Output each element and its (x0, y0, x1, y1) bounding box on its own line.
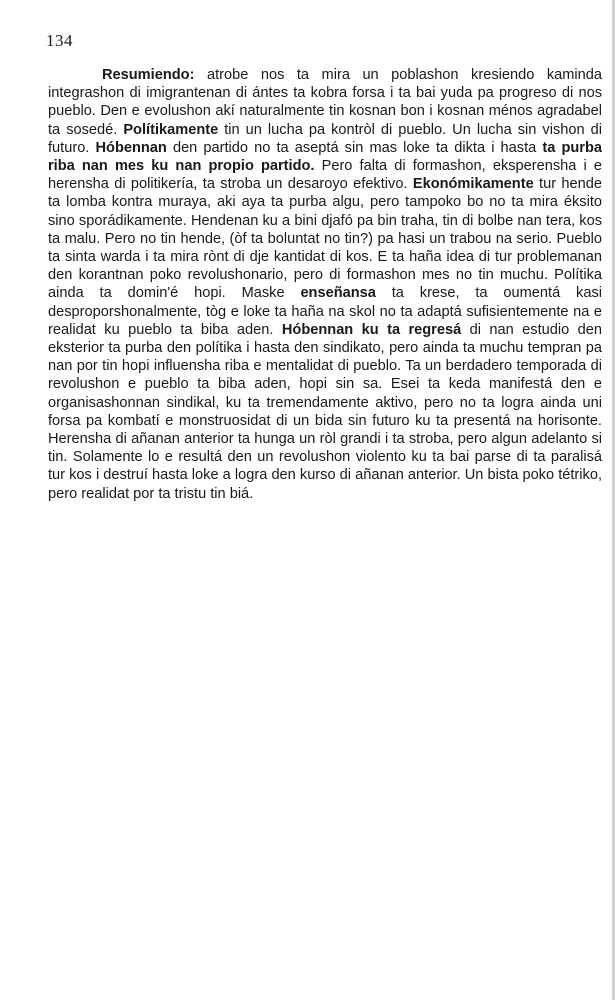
text-segment: atrobe nos ta mira un poblashon kresiendo kaminda integrashon di imigrantenan di ántes ta kobra forsa i ta bai yuda pa progreso di nos pueblo. Den e evolushon akí naturalmente tin kosnan bon i kosnan ménos agradabel ta sosedé. (48, 67, 602, 138)
text-segment: ta krese, ta oumentá kasi desproporshonalmente, tòg e loke ta haña na skol no ta adaptá sufisientemente na e realidat ku pueblo ta biba aden. (48, 285, 602, 338)
bold-phrase-ensenansa: enseñansa (300, 285, 376, 302)
text-segment: tin un lucha pa kontròl di pueblo. Un lucha sin vishon di futuro. (48, 121, 602, 156)
text-segment: Pero falta di formashon, eksperensha i e herensha di politikería, ta stroba un desaroyo efektivo. (48, 158, 602, 193)
bold-phrase-hobennan: Hóbennan (95, 139, 167, 156)
text-segment: den partido no ta aseptá sin mas loke ta dikta i hasta (166, 139, 543, 156)
bold-phrase-politikamente: Polítikamente (123, 121, 219, 138)
bold-phrase-resumiendo: Resumiendo: (102, 67, 195, 83)
text-segment: tur hende ta lomba kontra muraya, aki aya ta purba algu, pero tampoko bo no ta mira éksito sino sporádikamente. Hendenan ku a bini djafó pa bin traha, tin di bolbe nan tera, kos ta malu. Pero no tin hende, (òf ta boluntat no tin?) pa hasi un trabou na serio. Pueblo ta sinta warda i ta mira rònt di dje kantidat di kos. E ta haña idea di tur problemanan den korantnan poko revolushonario, pero di formashon mes no tin muchu. Polítika ainda ta domin'é hopi. Maske (48, 176, 602, 302)
body-paragraph (48, 66, 602, 503)
text-segment: di nan estudio den eksterior ta purba den polítika i hasta den sindikato, pero ainda ta muchu tempran pa nan por tin hopi influensha riba e mentalidat di pueblo. Ta un berdadero temporada di revolushon e pueblo ta biba aden, hopi sin sa. Esei ta keda manifestá den e organisashonnan sindikal, ku ta tremendamente aktivo, pero no ta logra ainda uni forsa pa kombatí e monstruosidat di un bida sin futuro ku ta presentá na horisonte. Herensha di añanan anterior ta hunga un ròl grandi i ta stroba, pero algun adelanto si tin. Solamente lo e resultá den un revolushon violento ku ta bai parse di ta paralisá tur kos i destruí hasta loke a logra den kurso di añanan anterior. Un bista poko tétriko, pero realidat por ta tristu tin biá. (48, 321, 602, 502)
bold-phrase-hobennan-regresa: Hóbennan ku ta regresá (281, 321, 462, 338)
bold-phrase-ekonomikamente: Ekonómikamente (412, 176, 534, 193)
bold-phrase-ta-purba: ta purba riba nan mes ku nan propio partido. (48, 139, 602, 175)
page-number: 134 (46, 31, 73, 50)
